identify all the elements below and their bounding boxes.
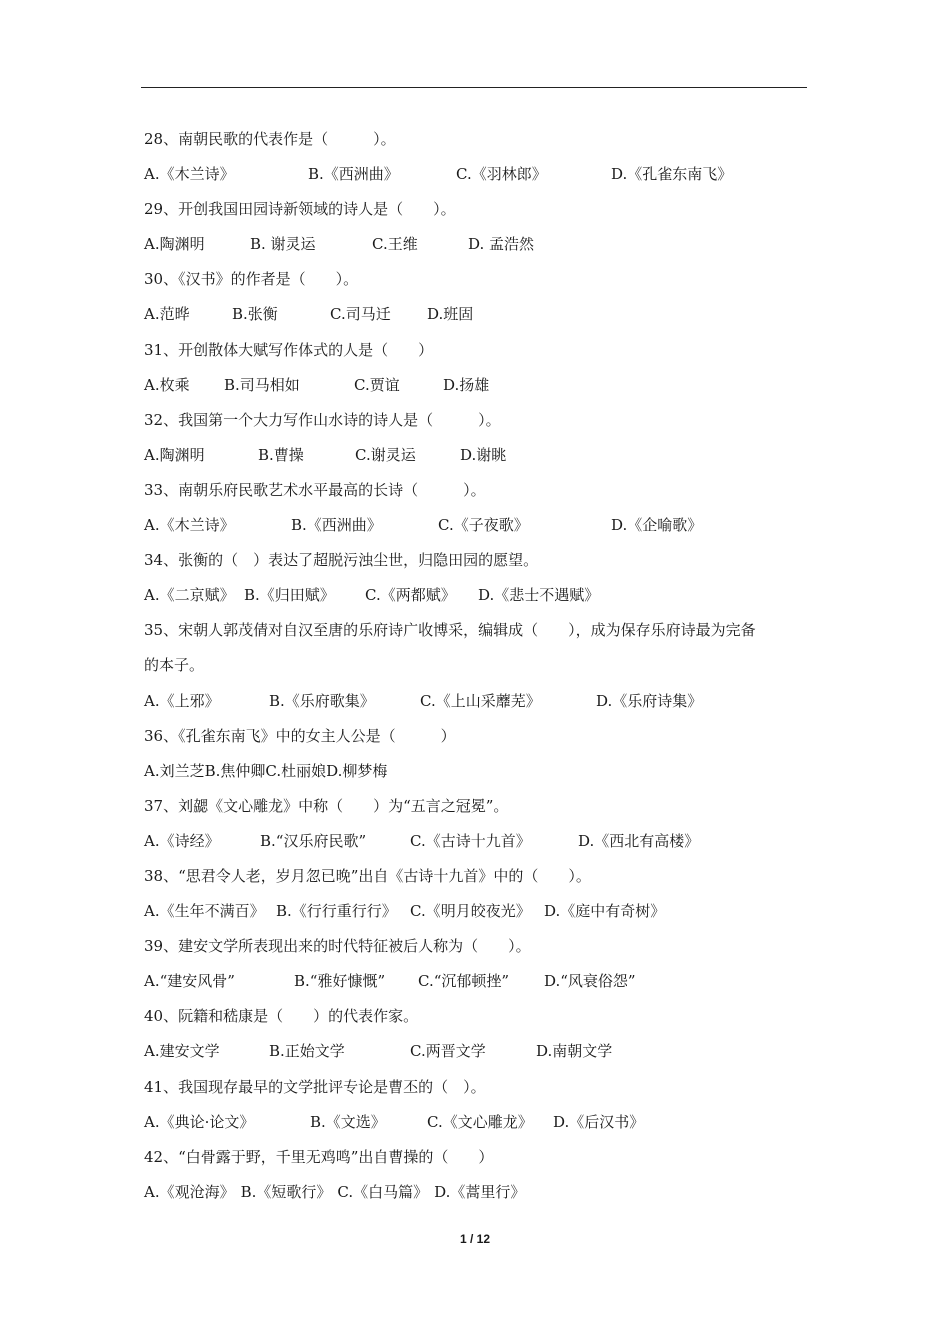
answer-options: [144, 754, 808, 789]
answer-options: [144, 1105, 808, 1140]
option-b: B.《文选》: [310, 1112, 386, 1131]
question-stem: 38、“思君令人老，岁月忽已晚”出自《古诗十九首》中的（ ）。: [144, 866, 591, 885]
question-list: [144, 122, 808, 1210]
answer-options: [144, 368, 808, 403]
answer-options: [144, 438, 808, 473]
option-d: D.《悲士不遇赋》: [478, 586, 600, 605]
option-b: B.焦仲卿: [204, 761, 266, 780]
option-a: A.《典论·论文》: [144, 1112, 255, 1131]
option-d: D.《庭中有奇树》: [544, 902, 666, 921]
option-b: B.司马相如: [224, 375, 300, 394]
question-stem: 40、阮籍和嵇康是（ ）的代表作家。: [144, 1007, 419, 1026]
option-c: C.杜丽娘: [265, 761, 327, 780]
option-d: D.南朝文学: [536, 1042, 613, 1061]
option-c: C.《两都赋》: [365, 586, 456, 605]
option-c: C.《白马篇》: [337, 1182, 429, 1201]
question-stem: 30、《汉书》的作者是（ ）。: [144, 270, 359, 289]
option-d: D.扬雄: [443, 375, 490, 394]
option-b: B.曹操: [258, 445, 304, 464]
option-a: A.“建安风骨”: [144, 972, 235, 991]
option-a: A.《观沧海》: [144, 1182, 235, 1201]
option-d: D.班固: [427, 305, 474, 324]
question-stem: 41、我国现存最早的文学批评专论是曹丕的（ ）。: [144, 1077, 486, 1096]
question-stem: 36、《孔雀东南飞》中的女主人公是（ ）: [144, 726, 456, 745]
option-b: B.《短歌行》: [240, 1182, 332, 1201]
option-d: D.谢眺: [460, 445, 507, 464]
option-a: A.《上邪》: [144, 691, 220, 710]
option-a: A.枚乘: [144, 375, 190, 394]
question-stem: 33、南朝乐府民歌艺术水平最高的长诗（ ）。: [144, 480, 486, 499]
question-stem: 42、“白骨露于野，千里无鸡鸣”出自曹操的（ ）: [144, 1147, 494, 1166]
option-c: C.《上山采蘼芜》: [420, 691, 541, 710]
option-b: B.“汉乐府民歌”: [260, 831, 367, 850]
question-stem: 34、张衡的（ ）表达了超脱污浊尘世，归隐田园的愿望。: [144, 551, 539, 570]
question-stem: 35、宋朝人郭茂倩对自汉至唐的乐府诗广收博采，编辑成（ ），成为保存乐府诗最为完备: [144, 621, 756, 640]
option-c: C.《古诗十九首》: [410, 831, 531, 850]
option-b: B. 谢灵运: [250, 235, 316, 254]
option-b: B.《乐府歌集》: [269, 691, 375, 710]
option-b: B.张衡: [232, 305, 278, 324]
option-d: D.《企喻歌》: [611, 516, 703, 535]
question-stem: 28、南朝民歌的代表作是（ ）。: [144, 130, 396, 148]
answer-options: [144, 227, 808, 262]
question-stem: 37、刘勰《文心雕龙》中称（ ）为“五言之冠冕”。: [144, 796, 509, 815]
option-c: C.谢灵运: [355, 445, 416, 464]
question-stem: 31、开创散体大赋写作体式的人是（ ）: [144, 340, 434, 359]
option-d: D.“风衰俗怨”: [544, 972, 636, 991]
answer-options: [144, 964, 808, 999]
option-d: D.《孔雀东南飞》: [611, 165, 733, 184]
option-c: C.《子夜歌》: [438, 516, 529, 535]
question-stem-continued: 的本子。: [144, 656, 205, 675]
option-a: A.《二京赋》: [144, 586, 235, 605]
option-c: C.《文心雕龙》: [427, 1112, 533, 1131]
option-d: D.柳梦梅: [326, 761, 388, 780]
option-b: B.正始文学: [269, 1042, 345, 1061]
answer-options: [144, 508, 808, 543]
question-stem: 39、建安文学所表现出来的时代特征被后人称为（ ）。: [144, 937, 531, 956]
option-d: D.《蒿里行》: [434, 1182, 526, 1201]
option-a: A.陶渊明: [144, 235, 205, 254]
option-d: D.《西北有高楼》: [578, 831, 700, 850]
option-a: A.陶渊明: [144, 445, 205, 464]
option-a: A.《诗经》: [144, 831, 220, 850]
option-c: C.贾谊: [354, 375, 400, 394]
answer-options: [144, 1034, 808, 1069]
question-stem: 29、开创我国田园诗新领域的诗人是（ ）。: [144, 200, 456, 219]
answer-options: [144, 824, 808, 859]
option-c: C.两晋文学: [410, 1042, 486, 1061]
question-stem: 32、我国第一个大力写作山水诗的诗人是（ ）。: [144, 410, 501, 429]
option-d: D. 孟浩然: [468, 235, 535, 254]
option-c: C.司马迁: [330, 305, 391, 324]
option-a: A.范晔: [144, 305, 190, 324]
option-a: A.《木兰诗》: [144, 165, 235, 184]
answer-options: [144, 684, 808, 719]
option-d: D.《乐府诗集》: [596, 691, 703, 710]
option-a: A.刘兰芝: [144, 761, 205, 780]
option-c: C.王维: [372, 235, 418, 254]
header-rule: [141, 87, 807, 88]
option-b: B.“雅好慷慨”: [294, 972, 386, 991]
option-b: B.《西洲曲》: [291, 516, 382, 535]
option-a: A.《木兰诗》: [144, 516, 235, 535]
option-b: B.《归田赋》: [244, 586, 335, 605]
option-a: A.《生年不满百》: [144, 902, 265, 921]
option-b: B.《行行重行行》: [276, 902, 397, 921]
option-a: A.建安文学: [144, 1042, 220, 1061]
answer-options: [144, 157, 808, 192]
option-c: C.“沉郁顿挫”: [418, 972, 510, 991]
option-d: D.《后汉书》: [553, 1112, 645, 1131]
option-b: B.《西洲曲》: [308, 165, 399, 184]
answer-options: [144, 297, 808, 332]
page-number: 1 / 12: [459, 1232, 491, 1246]
answer-options: [144, 578, 808, 613]
option-c: C.《羽林郎》: [456, 165, 547, 184]
answer-options: [144, 894, 808, 929]
option-c: C.《明月皎夜光》: [410, 902, 531, 921]
answer-options: [144, 1175, 808, 1210]
